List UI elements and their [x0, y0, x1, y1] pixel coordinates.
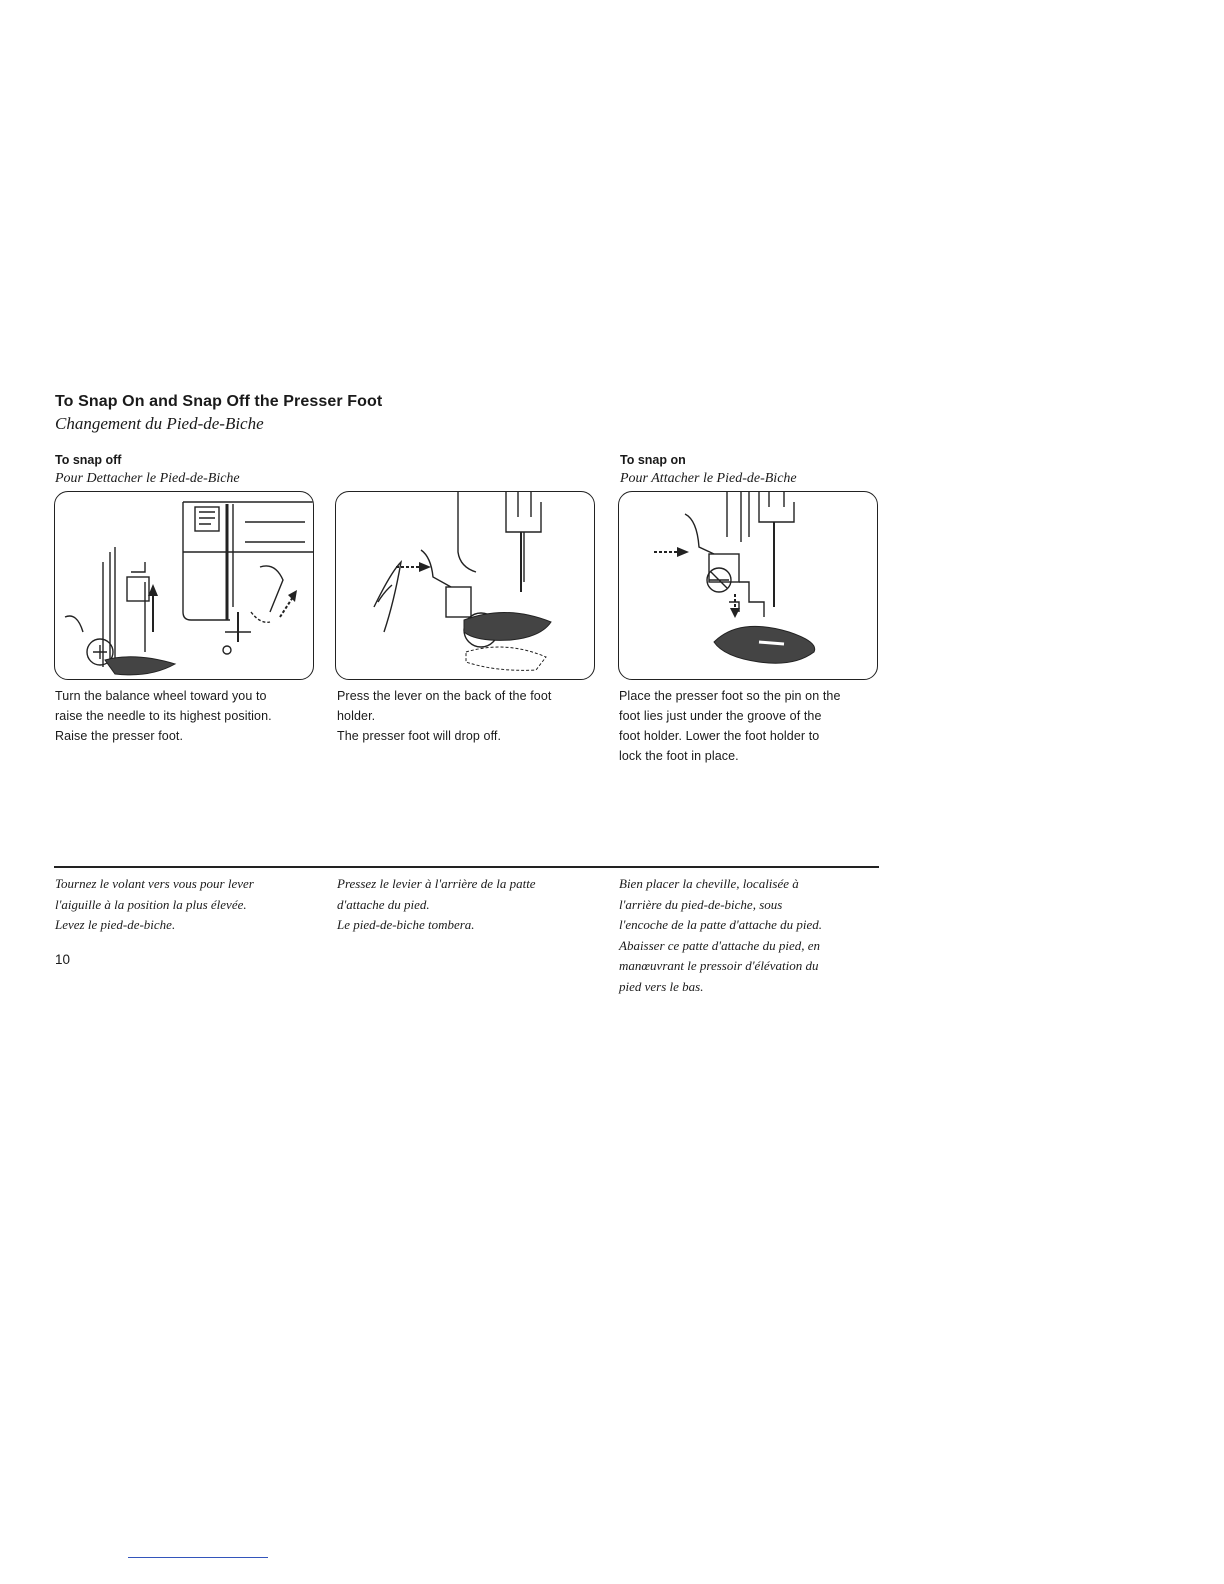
- step3-text-fr: [619, 874, 877, 997]
- snap-on-heading-fr: Pour Attacher le Pied-de-Biche: [620, 471, 797, 486]
- figure-foot-snap-on: [618, 491, 878, 680]
- step3-line-fr: Abaisser ce patte d'attache du pied, en: [619, 937, 820, 953]
- step3-line: foot holder. Lower the foot holder to: [619, 729, 820, 743]
- step2-line-fr: d'attache du pied.: [337, 896, 430, 912]
- step3-line: foot lies just under the groove of the: [619, 709, 822, 723]
- step2-line: The presser foot will drop off.: [337, 729, 502, 743]
- page-number: 10: [55, 952, 71, 967]
- footer-link-line: [128, 1557, 268, 1558]
- step3-line-fr: Bien placer la cheville, localisée à: [619, 876, 799, 891]
- step3-line-fr: manœuvrant le pressoir d'élévation du: [619, 958, 819, 973]
- step3-line: Place the presser foot so the pin on the: [619, 689, 841, 703]
- step3-line-fr: pied vers le bas.: [619, 978, 704, 994]
- sewing-machine-needle-up-icon: [55, 492, 313, 679]
- figure-needle-raise: [54, 491, 314, 680]
- step1-line-fr: Levez le pied-de-biche.: [55, 917, 176, 932]
- step2-line: holder.: [337, 709, 376, 723]
- step2-line-fr: Le pied-de-biche tombera.: [337, 917, 475, 932]
- step3-line-fr: l'encoche de la patte d'attache du pied.: [619, 917, 823, 932]
- page-title: To Snap On and Snap Off the Presser Foot: [55, 393, 383, 410]
- figure-lever-press: [335, 491, 595, 680]
- step1-line-fr: Tournez le volant vers vous pour lever: [55, 876, 254, 891]
- step1-line-fr: l'aiguille à la position la plus élevée.: [55, 896, 247, 912]
- step1-text-en: [55, 686, 320, 746]
- section-divider: [54, 866, 879, 868]
- step3-line-fr: l'arrière du pied-de-biche, sous: [619, 896, 783, 912]
- step1-line: Turn the balance wheel toward you to: [55, 689, 267, 703]
- step3-line: lock the foot in place.: [619, 749, 739, 763]
- foot-snap-on-icon: [619, 492, 877, 679]
- step2-line-fr: Pressez le levier à l'arrière de la patte: [337, 876, 536, 891]
- step2-text-en: [337, 686, 602, 746]
- step1-text-fr: [55, 874, 313, 936]
- snap-on-heading: To snap on: [620, 453, 686, 467]
- step2-line: Press the lever on the back of the foot: [337, 689, 552, 703]
- page-title-fr: Changement du Pied-de-Biche: [55, 414, 264, 433]
- step2-text-fr: [337, 874, 595, 936]
- step1-line: raise the needle to its highest position.: [55, 709, 272, 723]
- snap-off-heading-fr: Pour Dettacher le Pied-de-Biche: [55, 471, 240, 486]
- step3-text-en: [619, 686, 884, 766]
- lever-press-foot-drop-icon: [336, 492, 594, 679]
- step1-line: Raise the presser foot.: [55, 729, 184, 743]
- snap-off-heading: To snap off: [55, 453, 122, 467]
